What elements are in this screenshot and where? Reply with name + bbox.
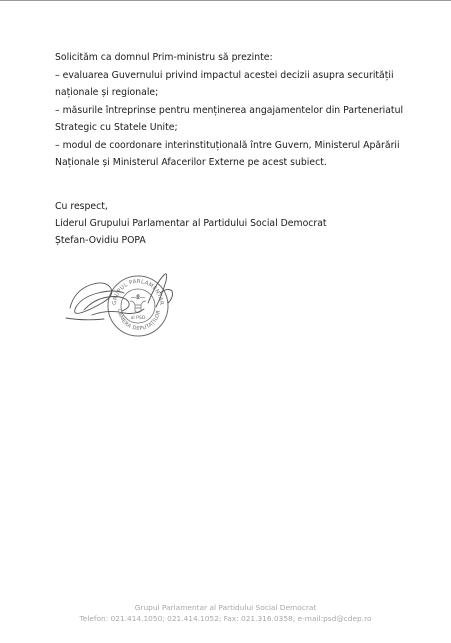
salutation: Cu respect, (55, 201, 108, 212)
bullet-coordination-cont: Naționale și Ministerul Afacerilor Externe pe acest subiect. (55, 157, 327, 168)
svg-text:GRUPUL PARLAMENTAR (112, 279, 164, 305)
top-divider (0, 0, 451, 1)
signatory-name: Ștefan-Ovidiu POPA (55, 235, 146, 246)
signatory-role: Liderul Grupului Parlamentar al Partidului Social Democrat (55, 218, 327, 229)
page-footer (0, 602, 451, 624)
signature-and-stamp (64, 263, 194, 345)
stamp-text-top: GRUPUL PARLAMENTAR (111, 278, 165, 306)
footer-contact: Telefon: 021.414.1050; 021.414.1052; Fax: 021.316.0358; e-mail:psd@cdep.ro (79, 614, 372, 623)
stamp-seal (64, 263, 194, 345)
bullet-coordination: – modul de coordonare interinstituțională între Guvern, Ministerul Apărării (55, 139, 400, 151)
stamp-text-bottom: CAMERA DEPUTAȚILOR (115, 308, 163, 333)
footer-organization: Grupul Parlamentar al Partidului Social Democrat (134, 603, 317, 612)
letter-body (55, 49, 435, 172)
paragraph-request: Solicităm ca domnul Prim-ministru să prezinte: (55, 52, 273, 63)
bullet-evaluation-cont: naționale și regionale; (55, 87, 159, 98)
bullet-measures: – măsurile întreprinse pentru menținerea angajamentelor din Parteneriatul (55, 104, 404, 116)
closing-block (55, 198, 435, 249)
bullet-evaluation: – evaluarea Guvernului privind impactul acestei decizii asupra securității (55, 69, 394, 81)
stamp-text-inner: al PSD (130, 316, 146, 321)
bullet-measures-cont: Strategic cu Statele Unite; (55, 122, 178, 133)
